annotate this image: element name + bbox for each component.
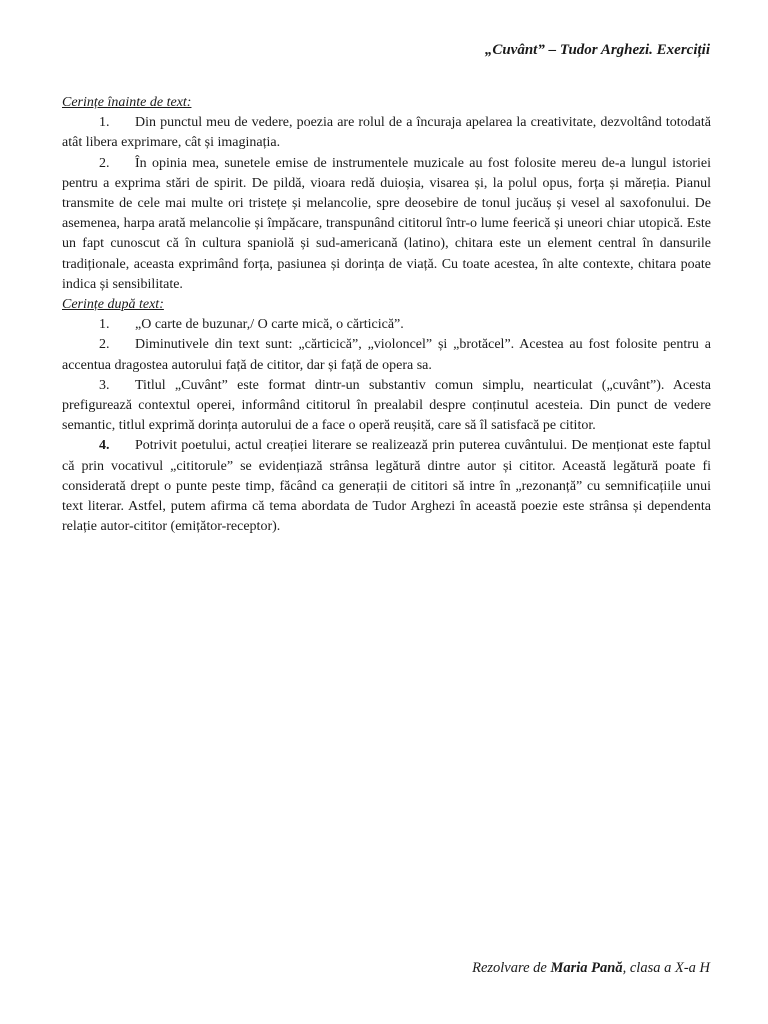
list-item-before-1 (62, 113, 711, 153)
item-number: 4. (99, 438, 110, 454)
list-item-after-1 (62, 315, 711, 335)
list-item-after-2 (62, 335, 711, 375)
section-heading-after: Cerințe după text: (62, 297, 164, 313)
list-item-after-4 (62, 436, 711, 537)
item-text: Potrivit poetului, actul creației literare se realizează prin puterea cuvântului. De menționat este faptul că prin vocativul „cititorule” se evidențiază strânsa legătură dintre autor și cititor. Această legătură poate fi considerată drept o punte peste timp, făcând ca generații de cititori să intre în „rezonanță” cu semnificațiile unui text literar. Astfel, putem afirma că tema abordata de Tudor Arghezi în această poezie este strânsa și dependenta relație autor-cititor (emițător-receptor). (62, 438, 711, 535)
footer-prefix: Rezolvare de (472, 960, 551, 976)
footer-author: Maria Pană (550, 960, 623, 976)
document-footer (472, 960, 710, 977)
item-text: Diminutivele din text sunt: „cărticică”, „violoncel” și „brotăcel”. Acestea au fost folosite pentru a accentua dragostea autorului față de cititor, dar și față de opera sa. (62, 337, 711, 373)
item-text: În opinia mea, sunetele emise de instrumentele muzicale au fost folosite mereu de-a lungul istoriei pentru a exprima stări de spirit. De pildă, vioara redă duioșia, visarea și, la polul opus, forța și măreția. Pianul transmite de cele mai multe ori tristețe și melancolie, spre deosebire de tonul jucăuș și vesel al saxofonului. De asemenea, harpa arată melancolie și împăcare, transpunând cititorul într-o lume feerică și uneori chiar utopică. Este un fapt cunoscut că în cultura spaniolă și sud-americană (latino), chitara este un element central în dansurile tradiționale, aceasta exprimând forța, pasiunea și dorința de viață. Cu toate acestea, în alte contexte, chitara poate indica și sensibilitate. (62, 155, 711, 292)
header-title: „Cuvânt” – Tudor Arghezi. Exerciții (484, 42, 710, 58)
item-number: 2. (99, 155, 110, 171)
list-item-before-2 (62, 154, 711, 295)
item-number: 2. (99, 337, 110, 353)
document-header (485, 42, 710, 59)
item-number: 1. (99, 317, 110, 333)
section-heading-before: Cerințe înainte de text: (62, 95, 192, 110)
item-number: 1. (99, 115, 110, 131)
list-item-after-3 (62, 376, 711, 437)
item-text: Din punctul meu de vedere, poezia are rolul de a încuraja apelarea la creativitate, dezvoltând totodată atât libera exprimare, cât și imaginația. (62, 115, 711, 151)
document-body (62, 93, 711, 537)
item-number: 3. (99, 377, 110, 393)
item-text: Titlul „Cuvânt” este format dintr-un substantiv comun simplu, nearticulat („cuvânt”). Acesta prefigurează contextul operei, informând cititorul în prealabil despre conținutul acesteia. Din punct de vedere semantic, titlul exprimă dorința autorului de a face o operă reușită, care să îl satisfacă pe cititor. (62, 377, 711, 434)
item-text: „O carte de buzunar,/ O carte mică, o cărticică”. (135, 317, 404, 333)
footer-suffix: , clasa a X-a H (622, 960, 710, 976)
